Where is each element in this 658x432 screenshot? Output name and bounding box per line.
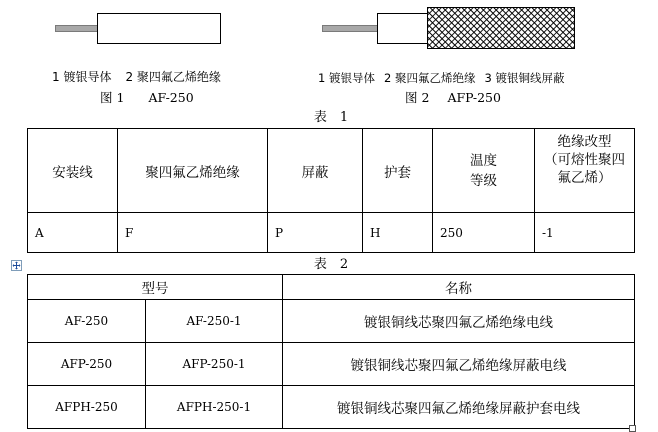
table-row xyxy=(28,343,635,386)
table-1 xyxy=(27,128,635,253)
part-label: 1 镀银导体 xyxy=(318,71,375,85)
figure-label: 图 2 xyxy=(405,90,430,105)
table1-code-installation-wire: A xyxy=(28,213,118,253)
table-1-title: 表 1 xyxy=(313,110,349,125)
model-cell: AFP-250 xyxy=(28,343,146,386)
table1-code-shield: P xyxy=(268,213,363,253)
part-label: 1 镀银导体 xyxy=(52,70,112,84)
figure-1-cable-drawing xyxy=(50,5,225,50)
name-cell: 镀银铜线芯聚四氟乙烯绝缘屏蔽护套电线 xyxy=(283,386,635,429)
table1-code-sheath: H xyxy=(363,213,433,253)
insulation-shape xyxy=(378,14,428,44)
model-cell: AFPH-250 xyxy=(28,386,146,429)
conductor-shape xyxy=(56,26,98,32)
table-header-row xyxy=(28,129,635,213)
part-label: 3 镀银铜线屏蔽 xyxy=(484,71,565,85)
table-2-title: 表 2 xyxy=(313,257,349,272)
table1-header-insulation-modification: 绝缘改型 （可熔性聚四 氟乙烯） xyxy=(535,129,635,213)
figure-label: 图 1 xyxy=(100,90,125,105)
part-label: 2 聚四氟乙烯绝缘 xyxy=(383,71,476,85)
table1-header-shield: 屏蔽 xyxy=(268,129,363,213)
figure-model: AFP-250 xyxy=(447,90,501,105)
table-header-row xyxy=(28,275,635,300)
table-move-handle-icon[interactable] xyxy=(11,260,22,271)
figure-1-caption xyxy=(100,90,194,106)
figure-2-part-labels xyxy=(318,70,564,86)
figure-2-caption xyxy=(405,90,501,106)
name-cell: 镀银铜线芯聚四氟乙烯绝缘电线 xyxy=(283,300,635,343)
table-row xyxy=(28,300,635,343)
conductor-shape xyxy=(323,26,378,32)
table1-code-ptfe-insulation: F xyxy=(118,213,268,253)
table1-header-ptfe-insulation: 聚四氟乙烯绝缘 xyxy=(118,129,268,213)
table-resize-handle[interactable] xyxy=(629,425,636,432)
figure-1-part-labels xyxy=(52,69,221,85)
table2-header-model: 型号 xyxy=(28,275,283,300)
table2-header-name: 名称 xyxy=(283,275,635,300)
model-cell: AF-250 xyxy=(28,300,146,343)
table1-code-temperature-rating: 250 xyxy=(433,213,535,253)
variant-cell: AFP-250-1 xyxy=(146,343,283,386)
figure-model: AF-250 xyxy=(148,90,194,105)
table-row xyxy=(28,213,635,253)
variant-cell: AFPH-250-1 xyxy=(146,386,283,429)
table-2 xyxy=(27,274,635,429)
shield-shape xyxy=(428,8,575,49)
variant-cell: AF-250-1 xyxy=(146,300,283,343)
name-cell: 镀银铜线芯聚四氟乙烯绝缘屏蔽电线 xyxy=(283,343,635,386)
table-row xyxy=(28,386,635,429)
part-label: 2 聚四氟乙烯绝缘 xyxy=(125,70,221,84)
table1-code-insulation-modification: -1 xyxy=(535,213,635,253)
insulation-shape xyxy=(98,14,221,44)
table1-header-sheath: 护套 xyxy=(363,129,433,213)
table1-header-installation-wire: 安装线 xyxy=(28,129,118,213)
figure-2-cable-drawing xyxy=(318,3,580,53)
table1-header-temperature-rating: 温度 等级 xyxy=(433,129,535,213)
